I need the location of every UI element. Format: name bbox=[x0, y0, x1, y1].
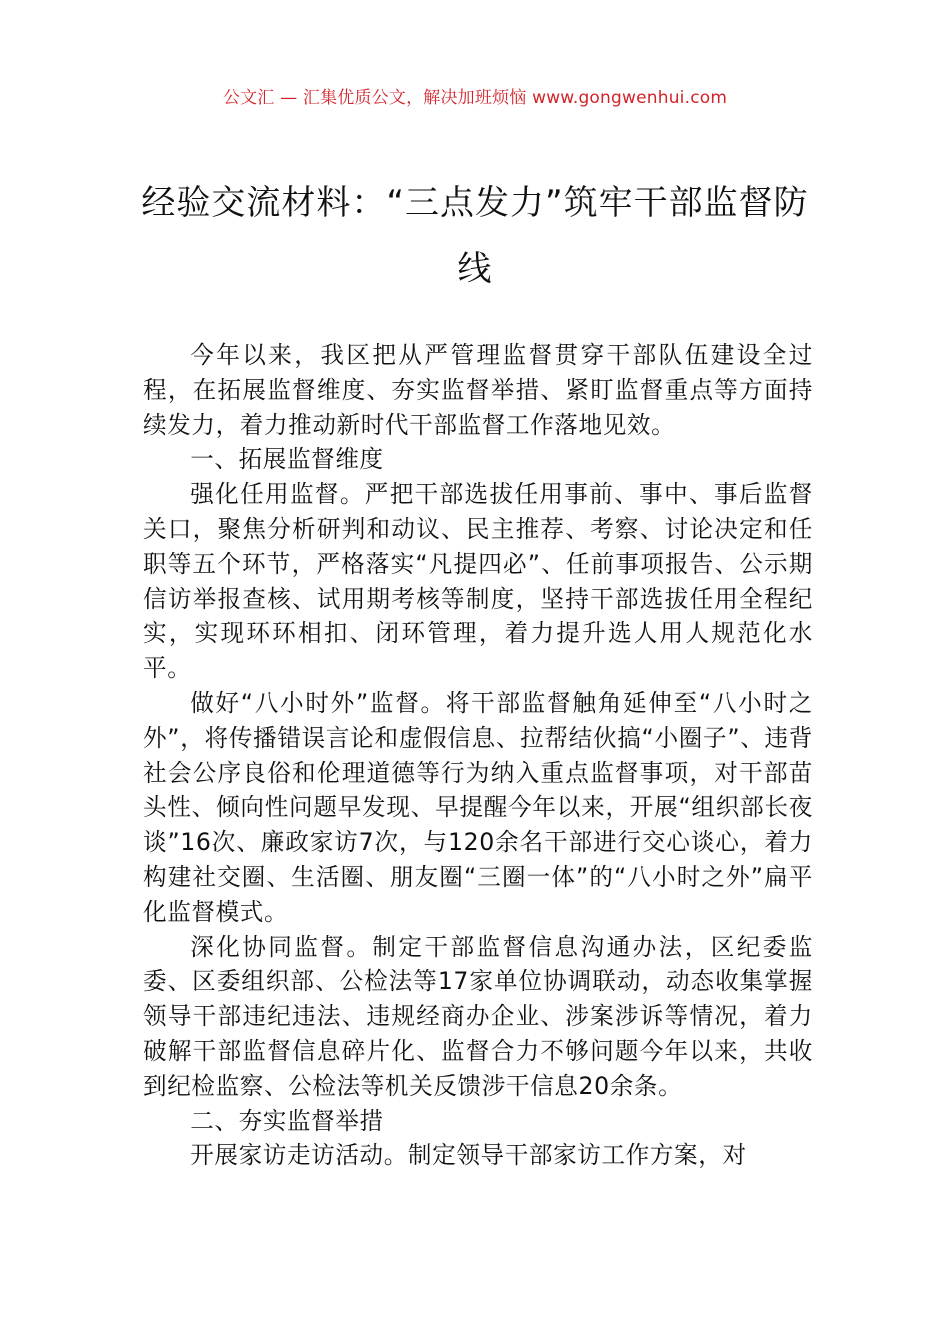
paragraph-appointment-supervision: 强化任用监督。严把干部选拔任用事前、事中、事后监督关口，聚焦分析研判和动议、民主推荐、考察、讨论决定和任职等五个环节，严格落实“凡提四必”、任前事项报告、公示期信访举报查核、试用期考核等制度，坚持干部选拔任用全程纪实，实现环环相扣、闭环管理，着力提升选人用人规范化水平。 bbox=[143, 480, 813, 683]
section-heading-1: 一、拓展监督维度 bbox=[190, 445, 384, 474]
paragraph-intro: 今年以来，我区把从严管理监督贯穿干部队伍建设全过程，在拓展监督维度、夯实监督举措、紧盯监督重点等方面持续发力，着力推动新时代干部监督工作落地见效。 bbox=[143, 341, 813, 439]
paragraph-home-visits: 开展家访走访活动。制定领导干部家访工作方案，对 bbox=[190, 1141, 747, 1170]
document-title: 经验交流材料：“三点发力”筑牢干部监督防线 bbox=[141, 183, 809, 289]
section-heading-2: 二、夯实监督举措 bbox=[190, 1106, 384, 1135]
paragraph-after-hours-supervision: 做好“八小时外”监督。将干部监督触角延伸至“八小时之外”，将传播错误言论和虚假信息、拉帮结伙搞“小圈子”、违背社会公序良俗和伦理道德等行为纳入重点监督事项，对干部苗头性、倾向性问题早发现、早提醒今年以来，开展“组织部长夜谈”16次、廉政家访7次，与120余名干部进行交心谈心，着力构建社交圈、生活圈、朋友圈“三圈一体”的“八小时之外”扁平化监督模式。 bbox=[143, 688, 813, 926]
document-body bbox=[143, 338, 813, 1173]
paragraph-coordinated-supervision: 深化协同监督。制定干部监督信息沟通办法，区纪委监委、区委组织部、公检法等17家单位协调联动，动态收集掌握领导干部违纪违法、违规经商办企业、涉案涉诉等情况，着力破解干部监督信息碎片化、监督合力不够问题今年以来，共收到纪检监察、公检法等机关反馈涉干信息20余条。 bbox=[143, 932, 813, 1100]
site-header-banner: 公文汇 — 汇集优质公文，解决加班烦恼 www.gongwenhui.com bbox=[222, 88, 728, 108]
